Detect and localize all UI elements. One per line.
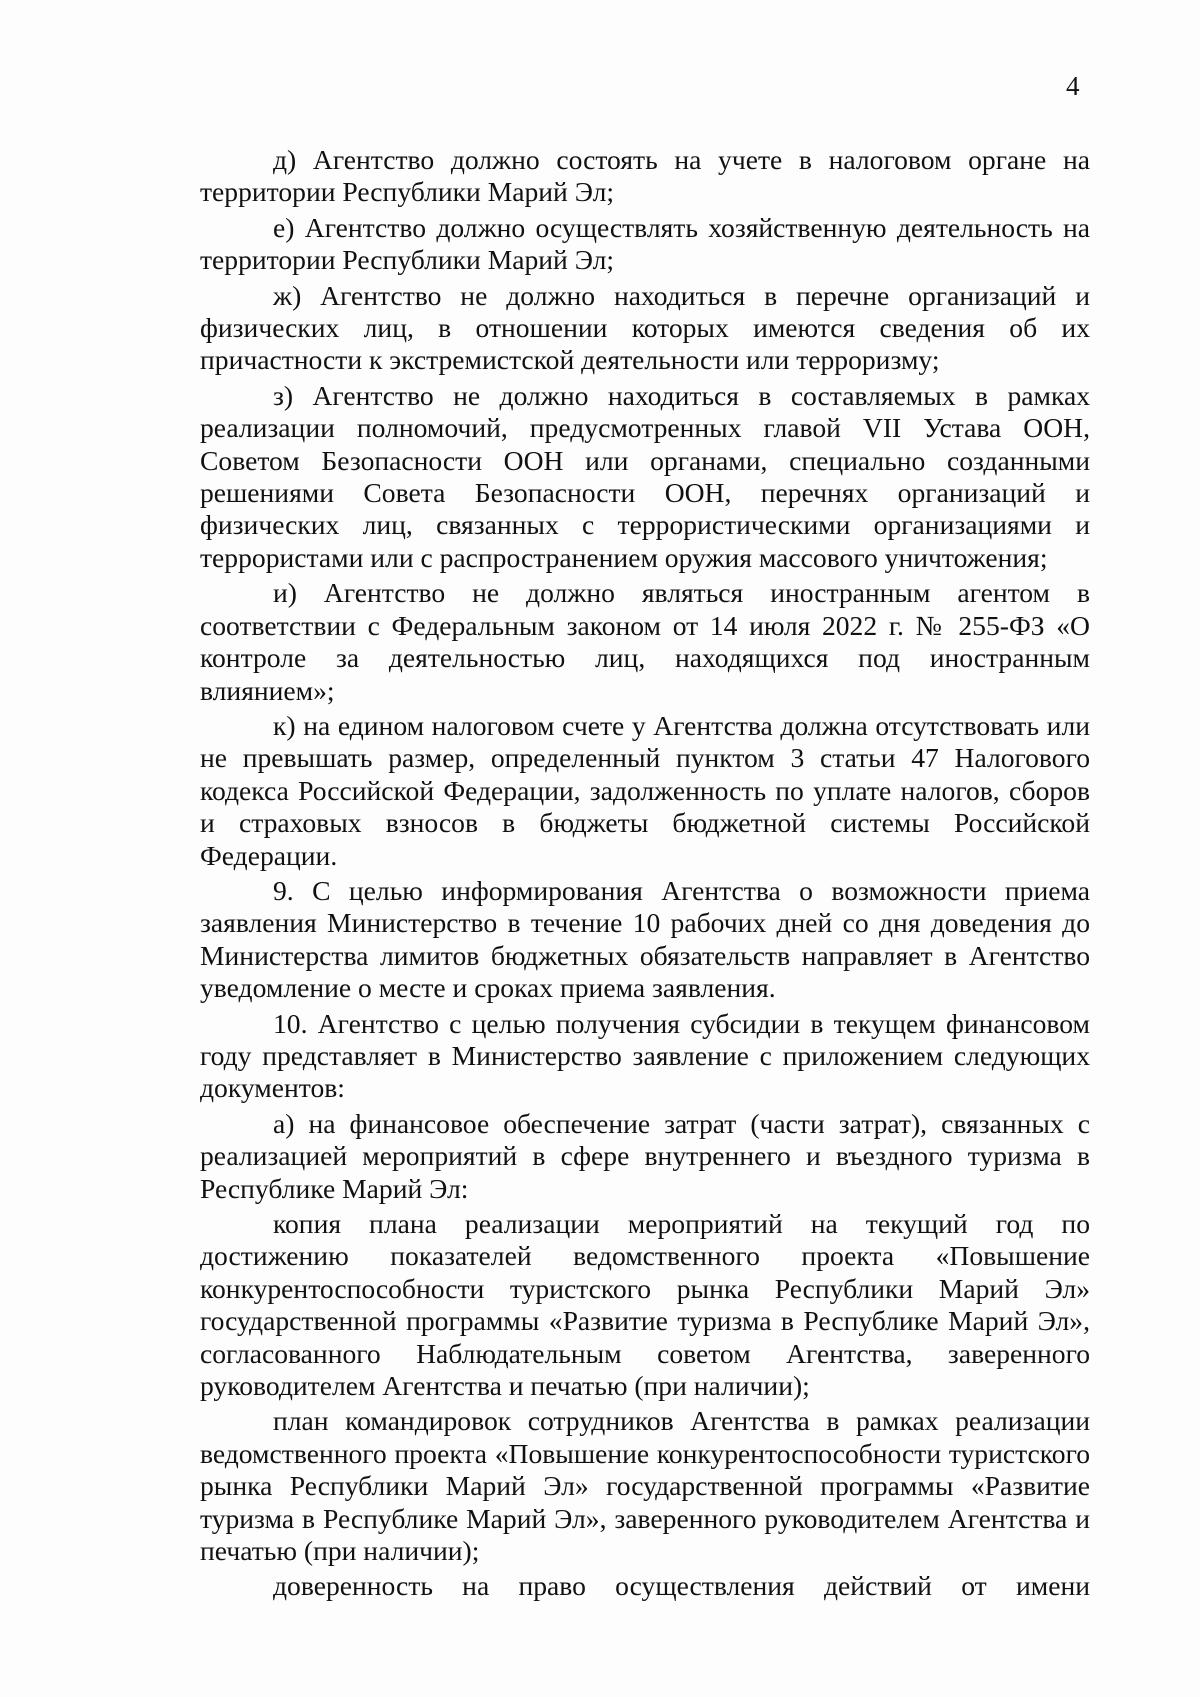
paragraph-i: и) Агентство не должно являться иностранным агентом в соответствии с Федеральным законом от 14 июля 2022 г. № 255-ФЗ «О контроле за деятельностью лиц, находящихся под иностранным влиянием»;: [200, 577, 1090, 706]
page-number: 4: [1066, 71, 1080, 101]
paragraph-9: 9. С целью информирования Агентства о возможности приема заявления Министерство в течение 10 рабочих дней со дня доведения до Министерства лимитов бюджетных обязательств направляет в Агентство уведомление о месте и сроках приема заявления.: [200, 874, 1090, 1004]
paragraph-travel-plan: план командировок сотрудников Агентства в рамках реализации ведомственного проекта «Повышение конкурентоспособности туристского рынка Республики Марий Эл» государственной программы «Развитие туризма в Республике Марий Эл», заверенного руководителем Агентства и печатью (при наличии);: [200, 1405, 1090, 1567]
document-body: [200, 144, 1090, 1603]
paragraph-d: д) Агентство должно состоять на учете в налоговом органе на территории Республики Марий Эл;: [200, 144, 1090, 208]
paragraph-plan-copy: копия плана реализации мероприятий на текущий год по достижению показателей ведомственного проекта «Повышение конкурентоспособности туристского рынка Республики Марий Эл» государственной программы «Развитие туризма в Республике Марий Эл», согласованного Наблюдательным советом Агентства, заверенного руководителем Агентства и печатью (при наличии);: [200, 1208, 1090, 1402]
paragraph-k: к) на едином налоговом счете у Агентства должна отсутствовать или не превышать размер, определенный пунктом 3 статьи 47 Налогового кодекса Российской Федерации, задолженность по уплате налогов, сборов и страховых взносов в бюджеты бюджетной системы Российской Федерации.: [200, 709, 1090, 871]
paragraph-e: е) Агентство должно осуществлять хозяйственную деятельность на территории Республики Марий Эл;: [200, 211, 1090, 276]
paragraph-10: 10. Агентство с целью получения субсидии в текущем финансовом году представляет в Министерство заявление с приложением следующих документов:: [200, 1007, 1090, 1104]
paragraph-power-of-attorney: доверенность на право осуществления действий от имени: [273, 1570, 1090, 1602]
paragraph-z: з) Агентство не должно находиться в составляемых в рамках реализации полномочий, предусмотренных главой VII Устава ООН, Советом Безопасности ООН или органами, специально созданными решениями Совета Безопасности ООН, перечнях организаций и физических лиц, связанных с террористическими организациями и террористами или с распространением оружия массового уничтожения;: [200, 379, 1090, 573]
paragraph-zh: ж) Агентство не должно находиться в перечне организаций и физических лиц, в отношении которых имеются сведения об их причастности к экстремистской деятельности или терроризму;: [200, 279, 1090, 376]
paragraph-10a: а) на финансовое обеспечение затрат (части затрат), связанных с реализацией мероприятий в сфере внутреннего и въездного туризма в Республике Марий Эл:: [200, 1107, 1090, 1204]
